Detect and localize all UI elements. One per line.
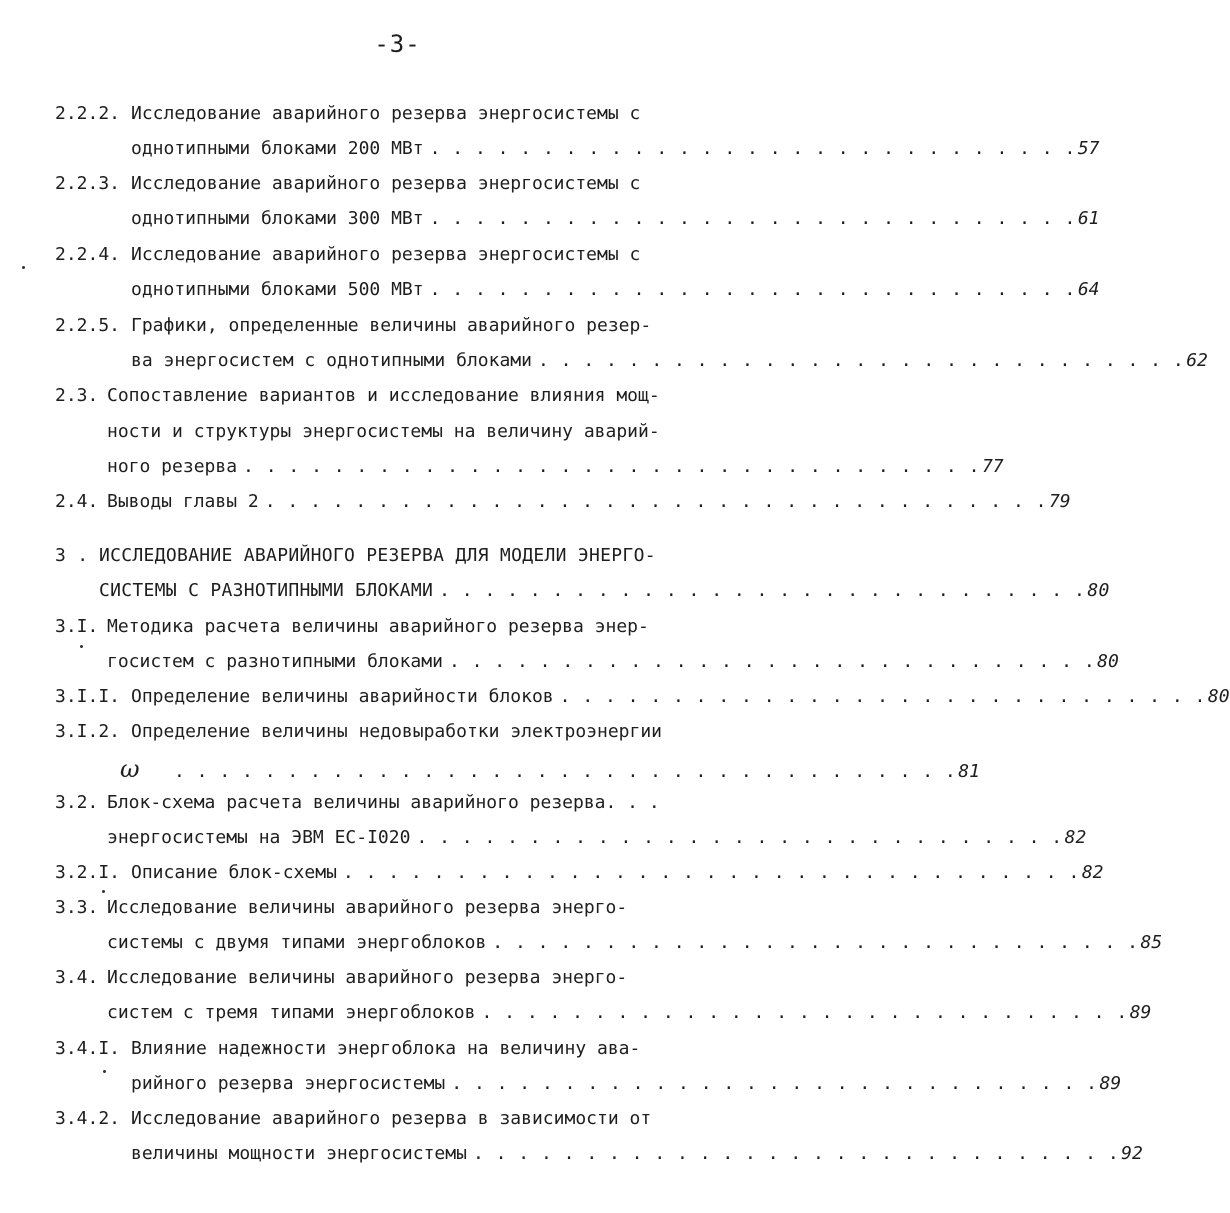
toc-title-line: СИСТЕМЫ С РАЗНОТИПНЫМИ БЛОКАМИ bbox=[99, 580, 434, 601]
dot-leader: . . . . . . . . . . . . . . . . . . . . . . . . . . . . . bbox=[537, 350, 1185, 371]
dot-leader: . . . . . . . . . . . . . . . . . . . . . . . . . . . . . bbox=[429, 279, 1076, 300]
toc-title-line: Описание блок-схемы bbox=[131, 862, 337, 883]
toc-entry-2-2-2 bbox=[55, 102, 645, 126]
toc-title-line: однотипными блоками 500 МВт bbox=[131, 279, 424, 300]
dot-leader: . . . . . . . . . . . . . . . . . . . . . . . . . . . . . . . . . . . bbox=[264, 491, 1047, 512]
toc-title-line: Блок-схема расчета величины аварийного резерва. . . bbox=[107, 792, 660, 813]
toc-entry-3-1 bbox=[55, 615, 655, 639]
toc-entry-3-1-2 bbox=[55, 720, 685, 744]
toc-title-line: величины мощности энергосистемы bbox=[131, 1143, 467, 1164]
toc-number: 3.I. bbox=[55, 616, 99, 637]
scan-speck bbox=[103, 1070, 106, 1073]
toc-entry-3-1-1 bbox=[55, 685, 1230, 709]
toc-title-line: ности и структуры энергосистемы на величину аварий- bbox=[107, 421, 660, 442]
toc-entry-3-4 bbox=[55, 966, 655, 990]
dot-leader: . . . . . . . . . . . . . . . . . . . . . . . . . . . . . bbox=[448, 651, 1096, 672]
toc-page-number: 92 bbox=[1121, 1143, 1143, 1164]
toc-title-line: Выводы главы 2 bbox=[107, 491, 259, 512]
toc-entry-3 bbox=[55, 544, 655, 568]
toc-number: 2.2.2. bbox=[55, 103, 121, 124]
toc-number: 3.3. bbox=[55, 897, 99, 918]
toc-title-line: госистем с разнотипными блоками bbox=[107, 651, 443, 672]
toc-page-number: 61 bbox=[1077, 208, 1100, 229]
scan-speck bbox=[102, 890, 105, 893]
toc-number: 3.4.I. bbox=[55, 1038, 121, 1059]
toc-title-line: Исследование аварийного резерва в зависимости от bbox=[131, 1108, 652, 1129]
toc-number: 3 . bbox=[55, 545, 89, 566]
toc-title-line: Графики, определенные величины аварийного резер- bbox=[131, 315, 652, 336]
toc-title-line: Исследование аварийного резерва энергосистемы с bbox=[131, 103, 641, 124]
toc-entry-2-2-4 bbox=[55, 243, 645, 267]
toc-page-number: 64 bbox=[1077, 279, 1100, 300]
scan-speck bbox=[80, 645, 83, 648]
toc-title-line: Исследование величины аварийного резерва энерго- bbox=[107, 967, 628, 988]
toc-number: 2.2.3. bbox=[55, 173, 121, 194]
toc-page-number: 57 bbox=[1077, 138, 1100, 159]
toc-page-number: 85 bbox=[1140, 932, 1163, 953]
toc-entry-2-2-3 bbox=[55, 172, 645, 196]
toc-page-number: 81 bbox=[958, 761, 980, 782]
toc-title-line: Сопоставление вариантов и исследование влияния мощ- bbox=[107, 385, 660, 406]
dot-leader: . . . . . . . . . . . . . . . . . . . . . . . . . . . . . . . . . bbox=[243, 456, 980, 477]
dot-leader: . . . . . . . . . . . . . . . . . . . . . . . . . . . . . bbox=[492, 932, 1139, 953]
toc-page-number: 80 bbox=[1207, 686, 1230, 707]
toc-number: 3.I.I. bbox=[55, 686, 121, 707]
toc-number: 2.3. bbox=[55, 385, 99, 406]
dot-leader: . . . . . . . . . . . . . . . . . . . . . . . . . . . . . bbox=[481, 1002, 1128, 1023]
toc-page-number: 80 bbox=[1087, 580, 1110, 601]
toc-page-number: 89 bbox=[1129, 1002, 1152, 1023]
toc-number: 3.I.2. bbox=[55, 721, 121, 742]
dot-leader: . . . . . . . . . . . . . . . . . . . . . . . . . . . . . bbox=[559, 686, 1206, 707]
toc-page-number: 82 bbox=[1064, 827, 1087, 848]
scan-speck bbox=[22, 266, 25, 269]
dot-leader: . . . . . . . . . . . . . . . . . . . . . . . . . . . . . . . . . bbox=[342, 862, 1080, 883]
dot-leader: . . . . . . . . . . . . . . . . . . . . . . . . . . . . . bbox=[451, 1073, 1098, 1094]
omega-symbol: ω bbox=[120, 755, 140, 783]
toc-title-line: ва энергосистем с однотипными блоками bbox=[131, 350, 532, 371]
toc-entry-2-3 bbox=[55, 384, 675, 408]
toc-number: 3.2. bbox=[55, 792, 99, 813]
page-number: -3- bbox=[374, 30, 421, 58]
toc-title-line: систем с тремя типами энергоблоков bbox=[107, 1002, 476, 1023]
dot-leader: . . . . . . . . . . . . . . . . . . . . . . . . . . . . . bbox=[429, 208, 1076, 229]
toc-entry-2-2-5 bbox=[55, 314, 665, 338]
toc-entry-3-4-2 bbox=[55, 1107, 675, 1131]
toc-entry-3-2-1 bbox=[55, 861, 1104, 885]
toc-page-number: 82 bbox=[1081, 862, 1104, 883]
toc-number: 2.4. bbox=[55, 491, 99, 512]
dot-leader: . . . . . . . . . . . . . . . . . . . . . . . . . . . . . bbox=[429, 138, 1076, 159]
toc-entry-3-3 bbox=[55, 896, 655, 920]
toc-title-line: Исследование аварийного резерва энергосистемы с bbox=[131, 173, 641, 194]
toc-title-line: однотипными блоками 200 МВт bbox=[131, 138, 424, 159]
toc-title-line: Исследование аварийного резерва энергосистемы с bbox=[131, 244, 641, 265]
toc-title-line: однотипными блоками 300 МВт bbox=[131, 208, 424, 229]
toc-title-line: Определение величины аварийности блоков bbox=[131, 686, 554, 707]
toc-page-number: 77 bbox=[981, 456, 1004, 477]
toc-number: 2.2.5. bbox=[55, 315, 121, 336]
toc-entry-2-4 bbox=[55, 490, 1071, 514]
dot-leader: . . . . . . . . . . . . . . . . . . . . . . . . . . . . . bbox=[439, 580, 1086, 601]
dot-leader: . . . . . . . . . . . . . . . . . . . . . . . . . . . . . bbox=[416, 827, 1063, 848]
toc-title-line: ИССЛЕДОВАНИЕ АВАРИЙНОГО РЕЗЕРВА ДЛЯ МОДЕЛИ ЭНЕРГО- bbox=[99, 545, 656, 566]
toc-title-line: Исследование величины аварийного резерва энерго- bbox=[107, 897, 628, 918]
toc-page-number: 79 bbox=[1048, 491, 1071, 512]
toc-title-line: Влияние надежности энергоблока на величину ава- bbox=[131, 1038, 641, 1059]
toc-title-line: энергосистемы на ЭВМ ЕС-I020 bbox=[107, 827, 411, 848]
toc-entry-3-4-1 bbox=[55, 1037, 655, 1061]
toc-page-number: 62 bbox=[1186, 350, 1208, 371]
dot-leader: . . . . . . . . . . . . . . . . . . . . . . . . . . . . . bbox=[472, 1143, 1120, 1164]
toc-number: 2.2.4. bbox=[55, 244, 121, 265]
toc-number: 3.2.I. bbox=[55, 862, 121, 883]
toc-title-line: системы с двумя типами энергоблоков bbox=[107, 932, 487, 953]
toc-entry-3-2 bbox=[55, 791, 675, 815]
toc-number: 3.4. bbox=[55, 967, 99, 988]
toc-title-line: Определение величины недовыработки электроэнергии bbox=[131, 721, 663, 742]
toc-title-line: ного резерва bbox=[107, 456, 238, 477]
dot-leader: . . . . . . . . . . . . . . . . . . . . . . . . . . . . . . . . . . . bbox=[174, 761, 957, 782]
toc-number: 3.4.2. bbox=[55, 1108, 121, 1129]
toc-page-number: 80 bbox=[1097, 651, 1119, 672]
toc-page-number: 89 bbox=[1099, 1073, 1122, 1094]
toc-title-line: Методика расчета величины аварийного резерва энер- bbox=[107, 616, 649, 637]
toc-title-line: рийного резерва энергосистемы bbox=[131, 1073, 446, 1094]
